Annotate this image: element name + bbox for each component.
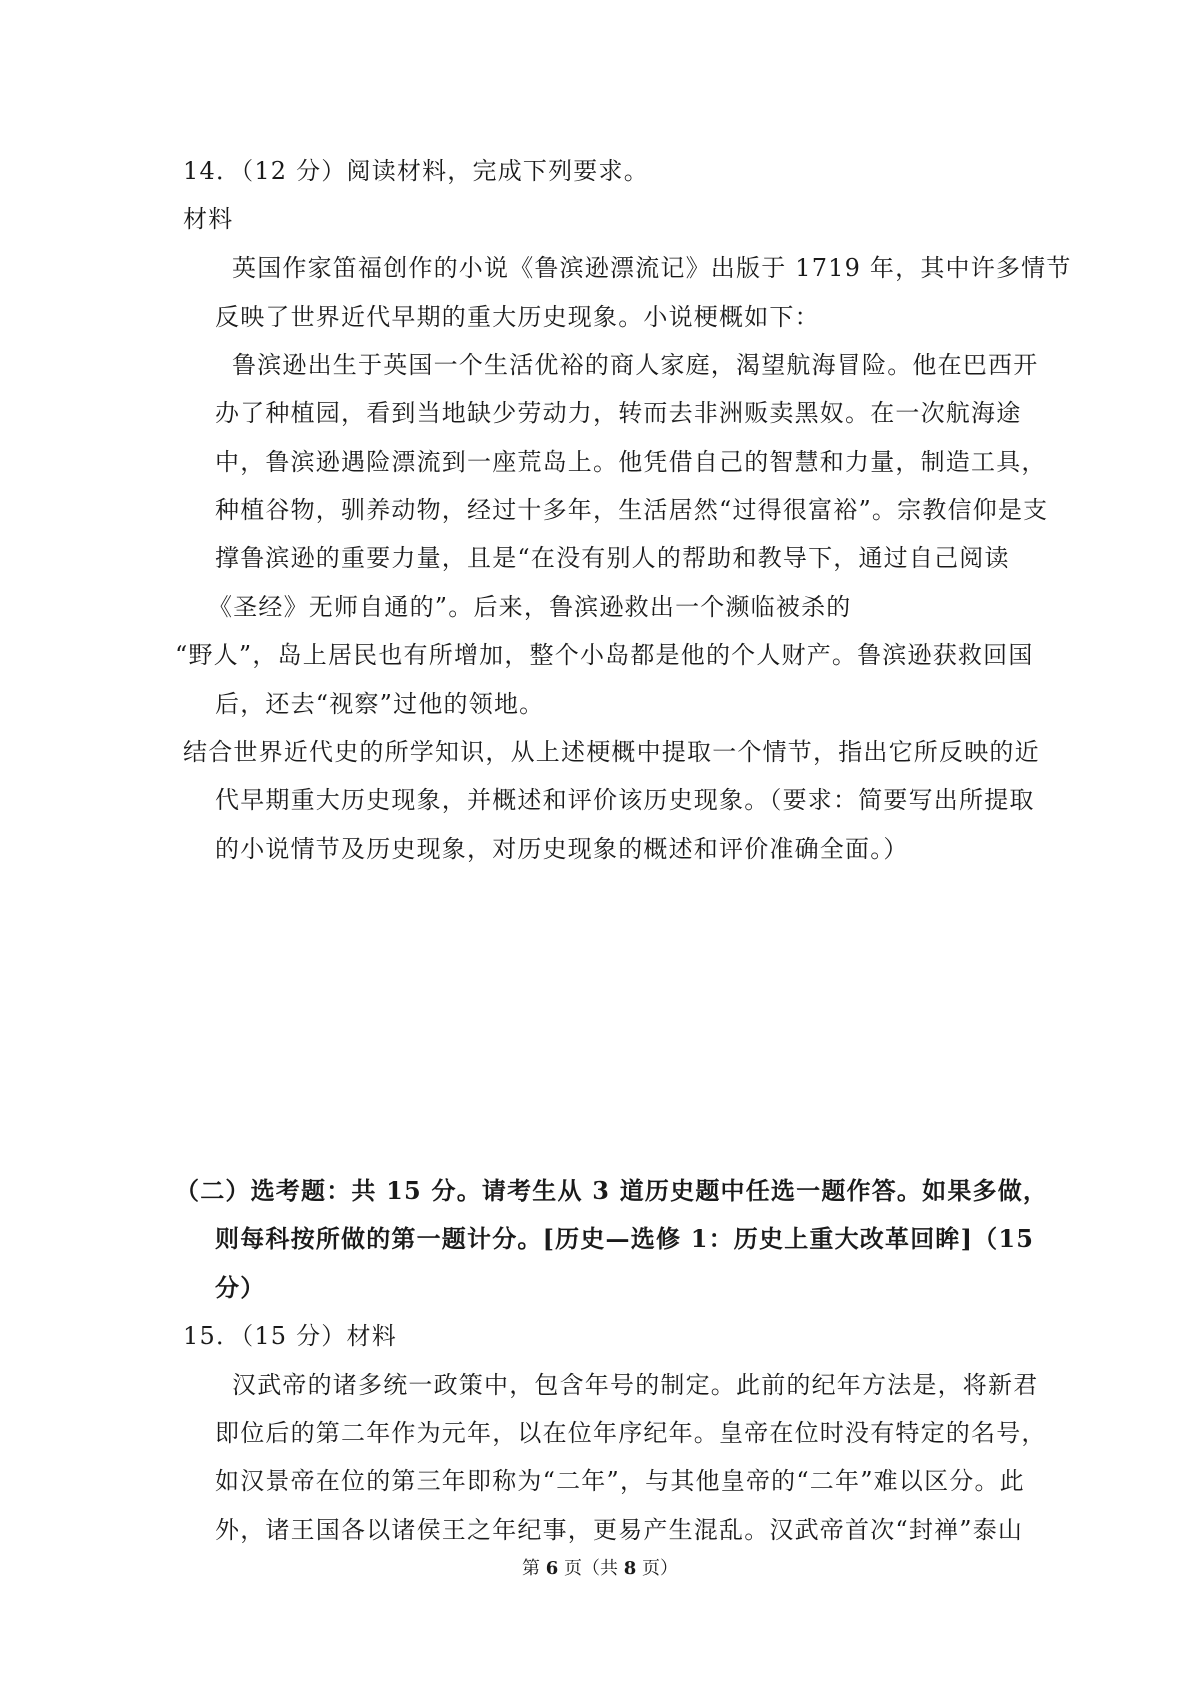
section2-heading-line: （二）选考题：共 15 分。请考生从 3 道历史题中任选一题作答。如果多做，	[175, 1176, 1049, 1205]
q14-material-line: 《圣经》无师自通的”。后来，鲁滨逊救出一个濒临被杀的	[208, 593, 852, 621]
q14-material-line: 办了种植园，看到当地缺少劳动力，转而去非洲贩卖黑奴。在一次航海途	[215, 399, 1022, 427]
q14-material-line: 鲁滨逊出生于英国一个生活优裕的商人家庭，渴望航海冒险。他在巴西开	[232, 351, 1039, 379]
q15-material-line: 即位后的第二年作为元年，以在位年序纪年。皇帝在位时没有特定的名号，	[215, 1419, 1047, 1447]
q14-material-line: 后，还去“视察”过他的领地。	[215, 690, 545, 718]
q14-header: 14．（12 分）阅读材料，完成下列要求。	[183, 157, 649, 185]
page-footer	[0, 1557, 1200, 1581]
q15-header: 15．（15 分）材料	[183, 1322, 397, 1350]
q14-material-line: 反映了世界近代早期的重大历史现象。小说梗概如下：	[215, 303, 820, 331]
q14-question-line: 代早期重大历史现象，并概述和评价该历史现象。（要求：简要写出所提取	[215, 786, 1035, 814]
footer-page-number: 6	[545, 1558, 559, 1579]
q14-material-line: “野人”，岛上居民也有所增加，整个小岛都是他的个人财产。鲁滨逊获救回国	[175, 641, 1034, 669]
section2-heading-line: 则每科按所做的第一题计分。[历史—选修 1：历史上重大改革回眸]（15	[215, 1224, 1035, 1253]
q15-material-line: 如汉景帝在位的第三年即称为“二年”，与其他皇帝的“二年”难以区分。此	[215, 1467, 1025, 1495]
footer-prefix: 第	[522, 1558, 540, 1579]
q14-question-line: 的小说情节及历史现象，对历史现象的概述和评价准确全面。）	[215, 835, 909, 863]
q14-material-label: 材料	[183, 205, 234, 233]
section2-heading-line: 分）	[215, 1273, 266, 1302]
q15-material-line: 汉武帝的诸多统一政策中，包含年号的制定。此前的纪年方法是，将新君	[232, 1371, 1039, 1399]
q14-question-line: 结合世界近代史的所学知识，从上述梗概中提取一个情节，指出它所反映的近	[183, 738, 1040, 766]
footer-middle: 页（共	[564, 1558, 618, 1579]
q14-material-line: 中，鲁滨逊遇险漂流到一座荒岛上。他凭借自己的智慧和力量，制造工具，	[215, 448, 1047, 476]
q15-material-line: 外，诸王国各以诸侯王之年纪事，更易产生混乱。汉武帝首次“封禅”泰山	[215, 1516, 1024, 1544]
footer-total-pages: 8	[623, 1558, 637, 1579]
footer-suffix: 页）	[642, 1558, 678, 1579]
q14-material-line: 种植谷物，驯养动物，经过十多年，生活居然“过得很富裕”。宗教信仰是支	[215, 496, 1049, 524]
q14-material-line: 撑鲁滨逊的重要力量，且是“在没有别人的帮助和教导下，通过自己阅读	[215, 544, 1010, 572]
q14-material-line: 英国作家笛福创作的小说《鲁滨逊漂流记》出版于 1719 年，其中许多情节	[232, 254, 1072, 282]
